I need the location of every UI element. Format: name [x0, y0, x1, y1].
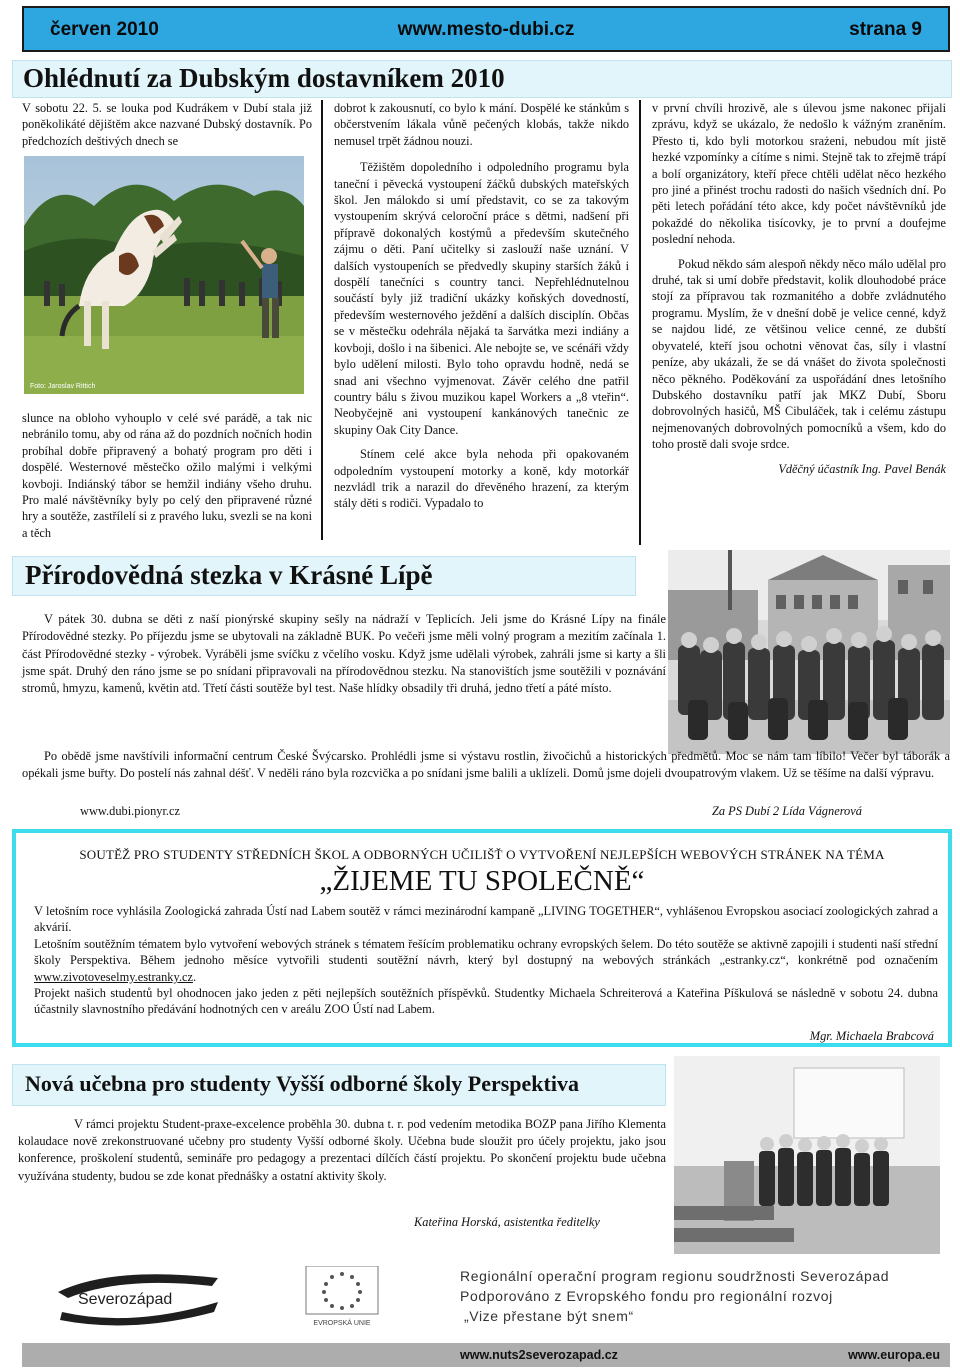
article4-p1: V rámci projektu Student-praxe-excelence proběhla 30. dubna t. r. pod vedením metodika BOZP pana Jiřího Klementa kolaudace nově zrekonstruované učebny pro studenty Vyšší odborné školy. Učebna bude sloužit pro účely projektu, jako jsou konference, proškolení studentů, semináře pro pedagogy a prezentaci dílčích částí projektu. Po skončení projektu bude učebna využívána studenty, budou se zde konat přednášky a ostatní aktivity školy. [18, 1117, 666, 1183]
article1-signature: Vděčný účastník Ing. Pavel Benák [778, 461, 946, 476]
footer-link-nuts[interactable]: www.nuts2severozapad.cz [460, 1348, 618, 1362]
column-divider-2 [639, 100, 641, 545]
contest-link[interactable]: www.zivotoveselmy.estranky.cz [34, 969, 193, 984]
article4-body [18, 1116, 666, 1193]
severozapad-logo-text: Severozápad [78, 1291, 173, 1308]
article4-signature: Kateřina Horská, asistentka ředitelky [414, 1215, 600, 1229]
footer-bar [22, 1343, 950, 1367]
contest-p1: V letošním roce vyhlásila Zoologická zahrada Ústí nad Labem soutěž v rámci mezinárodní kampaně „LIVING TOGETHER“, vyhlášenou Evropskou asociací zoologických zahrad a akvárií. [34, 904, 938, 935]
article2-body [22, 611, 666, 705]
contest-body [34, 903, 938, 1018]
eu-flag [300, 1266, 384, 1328]
article1-intro-text: V sobotu 22. 5. se louka pod Kudrákem v Dubí stala již poněkolikáté dějištěm akce nazvané Dubský dostavník. Po předchozích deštivých dnech se [22, 101, 312, 148]
contest-title: „ŽIJEME TU SPOLEČNĚ“ [319, 865, 645, 897]
classroom-photo [674, 1056, 940, 1254]
contest-p2 [34, 936, 938, 985]
sponsor-line3: „Vize přestane být snem“ [464, 1308, 634, 1324]
photo-caption: Foto: Jaroslav Rittich [30, 383, 96, 390]
article1-col1-intro [22, 100, 312, 157]
article1-col2-p2: Stínem celé akce byla nehoda při opakovaném odpoledním vystoupení motorky a koně, kdy motorkář nezvládl trik a narazil do dřevěného hrazení, za kterým stály děti s rodiči. Vypadalo to [334, 447, 629, 511]
article2-p1: V pátek 30. dubna se děti z naší pionýrské skupiny sešly na nádraží v Teplicích. Jeli jsme do Krásné Lípy na finále Přírodovědné stezky. Po příjezdu jsme se ubytovali na základně BUK. Po večeři jsme měli volný program a mezitím začínala 1. část Přírodovědné stezky - výrobek. Vyráběli jsme svíčku z včelího vosku. Když jsme udělali výrobek, zahráli jsme si karty a šli jsme spát. Druhý den ráno jsme se po snídani připravovali na přírodovědnou stezku. Na stanovištích jsme soutěžili v poznávání stromů, hmyzu, kamenů, květin atd. Třetí části soutěže byl test. Naše hlídky obsadily tři druhá, jedno třetí a páté místo. [22, 612, 666, 696]
article2-title: Přírodovědná stezka v Krásné Lípě [25, 560, 433, 590]
article2-link[interactable]: www.dubi.pionyr.cz [80, 804, 181, 818]
contest-signature: Mgr. Michaela Brabcová [809, 1029, 934, 1043]
article1-title: Ohlédnutí za Dubským dostavníkem 2010 [23, 63, 505, 93]
contest-heading: SOUTĚŽ PRO STUDENTY STŘEDNÍCH ŠKOL A ODBORNÝCH UČILIŠŤ O VYTVOŘENÍ NEJLEPŠÍCH WEBOVÝCH STRÁNEK NA TÉMA [79, 847, 885, 862]
article1-title-box [12, 60, 952, 98]
article1-col2 [334, 100, 629, 520]
article1-col2-p1: Těžištěm dopoledního i odpoledního programu byla taneční i pěvecká vystoupení žáčků dubských mateřských škol. Jen málokdo si umí představit, co se za takovým vystoupením skrývá celoroční práce s dětmi, nadšení při přípravě dokonalých kostýmů a především skutečného zájmu o děti. Paní učitelky si zaslouží naše uznání. V dalších vystoupeních se předvedly skupiny starších žáků i dospělí tanečníci s country tanci. Nepřehlédnutelnou součástí byly již tradiční ukázky koňských dovedností, především westernového ježdění a dalších disciplín. Občas se v městečku odehrála nějaká ta šarvátka mezi indiány a kovboji, došlo i na šibenici. Ale nebojte se, ve scénáři vždy bylo udělení milosti. Bylo toho opravdu hodně, nedá se snad ani všechno vyjmenovat. Závěr celého dne patřil country bálu s živou muzikou kapel Workers a „8 vteřin“. Neobyčejně ani vystoupení kankánových tanečnic ze skupiny Oak City Dance. [334, 160, 629, 437]
article1-col3 [652, 100, 946, 485]
sponsor-line2: Podporováno z Evropského fondu pro regionální rozvoj [460, 1288, 833, 1304]
article1-col3-p1: v první chvíli hrozivě, ale s úlevou jsme nakonec přijali zprávu, když se ukázalo, že nedošlo k vážným zraněním. Přesto ti, kdo byli motorkou srażeni, nebudou mít jistě hezké vzpomínky a cítíme s nimi. Stejně tak to zřejmě trápí a bolí organizátory, kteří přece chtěli udělat něco hezkého pro jiné a přinést trochu radosti do našich všedních dní. Po pěti letech pořádání této akce, kdy počet návštěvníků jde pokaždé do několika tisícovky, je to první a doufejme poslední nehoda. [652, 101, 946, 247]
article1-col3-p2: Pokud někdo sám alespoň někdy něco málo udělal pro druhé, tak si umí dobře představit, kolik dlouhodobé práce stojí za přípravou tak rozmanitého a dobře zvládnutého programu. Myslím, že v dnešní době je velice cenné, když se najdou lidé, ze většinou velice cenné, ze dubští obyvatelé, kteří jsou ochotni věnovat čas, síly i vlastní peníze, aby ukázali, že se dá vnášet do života společnosti něco pěkného. Poděkování za uspořádání dnes letošního Dubského dostavníku patří jak MKZ Dubí, Sboru dobrovolných hasičů, MŠ Cibuláček, tak i celému zástupu nejmenovaných dobrovolných pomocníků a všem, kdo do toho prostě dali svoje srdce. [652, 256, 946, 452]
article4-title-box [12, 1064, 666, 1106]
article2-body-2 [22, 748, 950, 783]
footer-link-europa[interactable]: www.europa.eu [848, 1348, 940, 1362]
issue-date: červen 2010 [50, 19, 159, 40]
contest-frame [12, 829, 952, 1047]
eu-label: EVROPSKÁ UNIE [313, 1320, 371, 1327]
sponsor-line1: Regionální operační program regionu soudržnosti Severozápad [460, 1268, 890, 1284]
article4-title: Nová učebna pro studenty Vyšší odborné školy Perspektiva [25, 1071, 579, 1096]
article2-title-box [12, 556, 636, 596]
article1-col1-text: slunce na obloho vyhouplo v celé své parádě, a tak nic nebránilo tomu, aby od rána až do pozdních nočních hodin probíhal dobře připravený a bohatý program pro děti i dospělé. Westernové městečko ožilo malými i velkými kovboji. Indiánský tábor se hemžil indiány všeho druhu. Pro malé návštěvníky byly po celý den připravené různé hry a soutěže, zastřílelí si z pravého luku, svezli se na koni a těch [22, 411, 312, 540]
contest-p3: Projekt našich studentů byl ohodnocen jako jeden z pěti nejlepších soutěžních příspěvků. Studentky Michaela Schreiterová a Kateřina Píškulová se následně v sobotu 24. dubna účastnily slavnostního předávání hodnotných cen v areálu ZOO Ústí nad Labem. [34, 986, 938, 1017]
horse-show-photo [24, 156, 304, 394]
article1-col1 [22, 410, 312, 549]
article2-signature: Za PS Dubí 2 Lída Vágnerová [712, 804, 862, 818]
severozapad-logo [52, 1268, 224, 1326]
sponsor-text [460, 1266, 930, 1326]
column-divider [321, 100, 323, 540]
contest-p2-end: . [192, 969, 197, 984]
article2-p2: Po obědě jsme navštívili informační centrum České Švýcarsko. Prohlédli jsme si výstavu rostlin, živočichů a historických předmětů. Moc se nám tam líbilo! Večer byl táborák a opékali jsme buřty. Do postelí nás zahnal déšť. V neděli ráno byla rozcvička a po snídani jsme balili a uklízeli. Domů jsme dojeli dvoupatrovým vlakem. Už se těšíme na další výpravu. [22, 749, 950, 781]
page-header [22, 6, 950, 52]
page-number: strana 9 [849, 19, 922, 40]
pioneer-group-photo [668, 550, 950, 754]
website-link[interactable]: www.mesto-dubi.cz [397, 19, 575, 40]
article1-col2-top: dobrot k zakousnutí, co bylo k mání. Dospělé ke stánkům s občerstvením lákala vůně pečených klobás, takže nikdo nemusel trpět žádnou nouzi. [334, 101, 629, 148]
contest-p2-text: Letošním soutěžním tématem bylo vytvoření webových stránek s tématem řešícím problematiku ochrany evropských šelem. Do této soutěže se aktivně zapojili i studenti naší střední školy Perspektiva. Během jednoho měsíce vytvořili studenti soutěžní návrh, který byl dostupný na webových stránkách „estranky.cz“, konkrétně pod označením [34, 936, 938, 968]
